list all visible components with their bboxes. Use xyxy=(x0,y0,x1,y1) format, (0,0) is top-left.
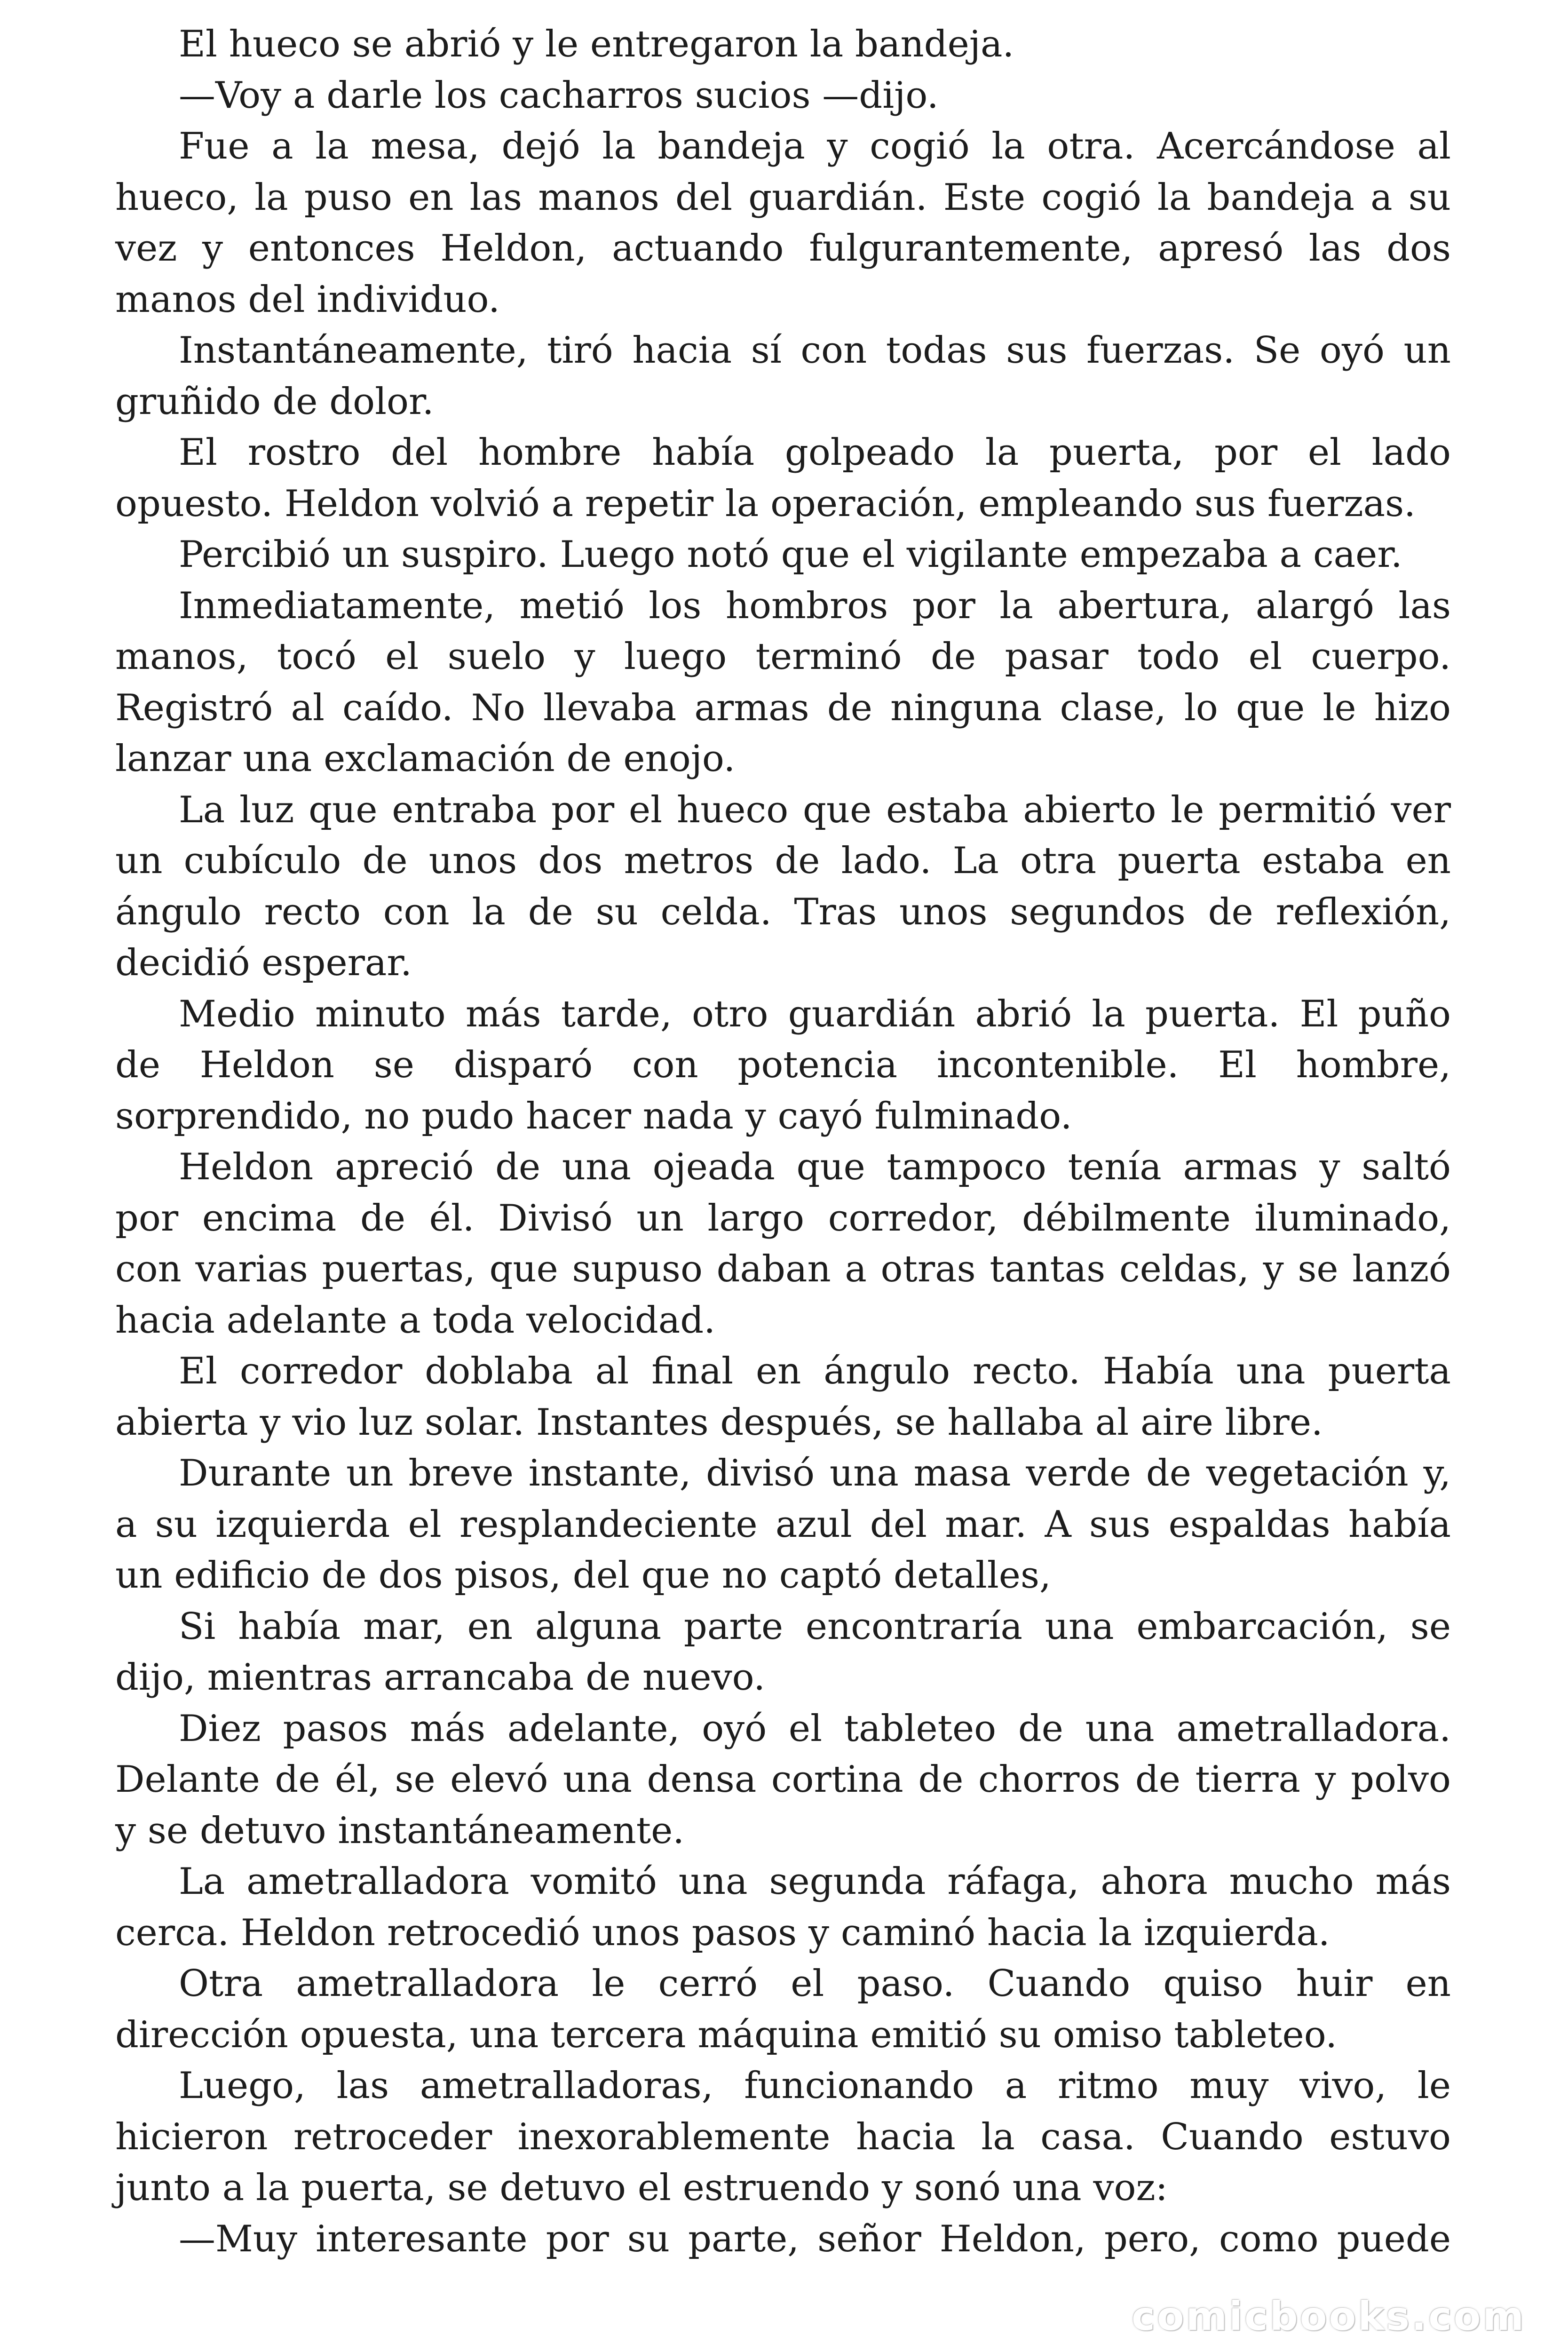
paragraph-line: —Muy interesante por su parte, señor Heldon, pero, como puede xyxy=(179,2217,1451,2260)
paragraph-line: El corredor doblaba al final en ángulo recto. Había una puerta xyxy=(179,1350,1451,1392)
paragraph-line: sorprendido, no pudo hacer nada y cayó fulminado. xyxy=(115,1095,1072,1137)
paragraph-line: vez y entonces Heldon, actuando fulgurantemente, apresó las dos xyxy=(115,227,1451,270)
paragraph-line: junto a la puerta, se detuvo el estruendo y sonó una voz: xyxy=(115,2167,1168,2209)
paragraph-line: —Voy a darle los cacharros sucios —dijo. xyxy=(179,74,939,117)
paragraph-line: manos, tocó el suelo y luego terminó de pasar todo el cuerpo. xyxy=(115,636,1451,678)
paragraph-line: un cubículo de unos dos metros de lado. La otra puerta estaba en xyxy=(115,840,1451,882)
paragraph-line: Durante un breve instante, divisó una masa verde de vegetación y, xyxy=(179,1452,1451,1494)
paragraph-line: hueco, la puso en las manos del guardián. Este cogió la bandeja a su xyxy=(115,176,1451,219)
paragraph-line: gruñido de dolor. xyxy=(115,380,434,423)
paragraph-line: Percibió un suspiro. Luego notó que el vigilante empezaba a caer. xyxy=(179,533,1402,576)
paragraph-line: con varias puertas, que supuso daban a otras tantas celdas, y se lanzó xyxy=(115,1248,1451,1290)
paragraph-line: hicieron retroceder inexorablemente hacia la casa. Cuando estuvo xyxy=(115,2115,1451,2158)
paragraph-line: decidió esperar. xyxy=(115,942,412,984)
paragraph-line: Luego, las ametralladoras, funcionando a ritmo muy vivo, le xyxy=(179,2065,1451,2107)
paragraph-line: La luz que entraba por el hueco que estaba abierto le permitió ver xyxy=(179,788,1451,831)
paragraph-line: El hueco se abrió y le entregaron la bandeja. xyxy=(179,23,1014,65)
paragraph-line: Inmediatamente, metió los hombros por la abertura, alargó las xyxy=(179,584,1451,627)
paragraph-line: Registró al caído. No llevaba armas de ninguna clase, lo que le hizo xyxy=(115,686,1451,729)
paragraph-line: Fue a la mesa, dejó la bandeja y cogió la otra. Acercándose al xyxy=(179,125,1451,167)
paragraph-line: lanzar una exclamación de enojo. xyxy=(115,738,736,780)
paragraph-line: opuesto. Heldon volvió a repetir la operación, empleando sus fuerzas. xyxy=(115,482,1416,525)
paragraph-line: Diez pasos más adelante, oyó el tableteo de una ametralladora. xyxy=(179,1707,1451,1750)
paragraph-line: Instantáneamente, tiró hacia sí con todas sus fuerzas. Se oyó un xyxy=(179,329,1451,372)
paragraph-line: Heldon apreció de una ojeada que tampoco tenía armas y saltó xyxy=(179,1146,1451,1188)
paragraph-line: ángulo recto con la de su celda. Tras unos segundos de reflexión, xyxy=(115,890,1451,933)
paragraph-line: abierta y vio luz solar. Instantes después, se hallaba al aire libre. xyxy=(115,1401,1323,1444)
paragraph-line: dirección opuesta, una tercera máquina emitió su omiso tableteo. xyxy=(115,2013,1338,2056)
paragraph-line: un edificio de dos pisos, del que no captó detalles, xyxy=(115,1554,1051,1597)
book-page-text xyxy=(115,19,1451,2265)
paragraph-line: hacia adelante a toda velocidad. xyxy=(115,1299,715,1342)
paragraph-line: Delante de él, se elevó una densa cortina de chorros de tierra y polvo xyxy=(115,1758,1451,1801)
paragraph-line: cerca. Heldon retrocedió unos pasos y caminó hacia la izquierda. xyxy=(115,1911,1330,1954)
paragraph-line: a su izquierda el resplandeciente azul del mar. A sus espaldas había xyxy=(115,1503,1451,1546)
paragraph-line: Medio minuto más tarde, otro guardián abrió la puerta. El puño xyxy=(179,993,1451,1035)
paragraph-line: dijo, mientras arrancaba de nuevo. xyxy=(115,1656,766,1699)
paragraph-line: y se detuvo instantáneamente. xyxy=(115,1809,685,1852)
paragraph-line: manos del individuo. xyxy=(115,278,500,321)
paragraph-line: Si había mar, en alguna parte encontraría una embarcación, se xyxy=(179,1605,1451,1648)
paragraph-line: de Heldon se disparó con potencia incontenible. El hombre, xyxy=(115,1044,1451,1086)
paragraph-line: La ametralladora vomitó una segunda ráfaga, ahora mucho más xyxy=(179,1860,1451,1903)
paragraph-line: El rostro del hombre había golpeado la puerta, por el lado xyxy=(179,431,1451,474)
paragraph-line: por encima de él. Divisó un largo corredor, débilmente iluminado, xyxy=(115,1197,1451,1240)
watermark: comicbooks.com xyxy=(1132,2293,1526,2339)
paragraph-line: Otra ametralladora le cerró el paso. Cuando quiso huir en xyxy=(179,1963,1451,2005)
